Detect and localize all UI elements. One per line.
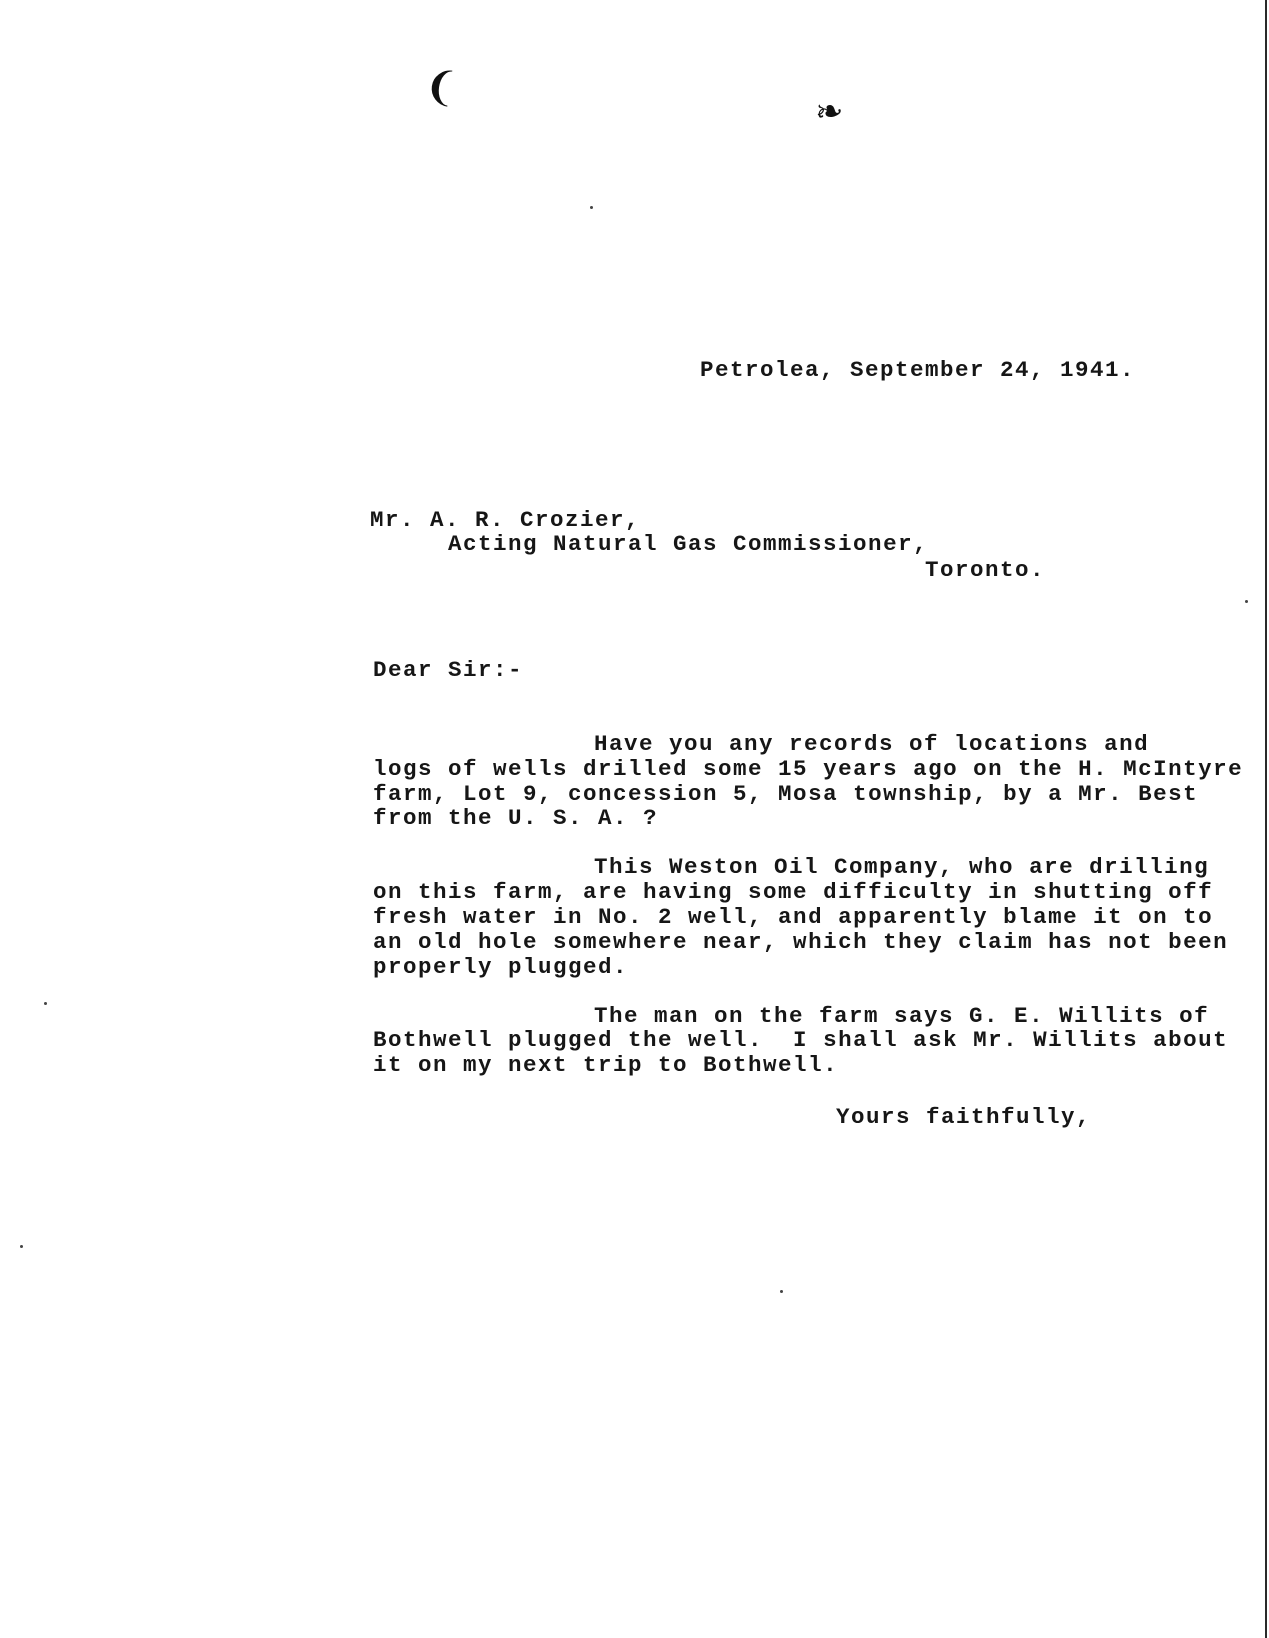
- paragraph-3-line-2: Bothwell plugged the well. I shall ask Mr. Willits about: [373, 1027, 1229, 1053]
- paragraph-2-line-2: on this farm, are having some difficulty in shutting off: [373, 879, 1214, 905]
- salutation: Dear Sir:-: [373, 657, 524, 683]
- recipient-name: Mr. A. R. Crozier,: [370, 507, 641, 533]
- paragraph-2-line-4: an old hole somewhere near, which they claim has not been: [373, 929, 1229, 955]
- paper-speck: [590, 206, 593, 209]
- closing: Yours faithfully,: [836, 1104, 1092, 1130]
- paragraph-2-line-1: This Weston Oil Company, who are drilling: [594, 854, 1210, 880]
- paragraph-1-line-2: logs of wells drilled some 15 years ago on the H. McIntyre: [373, 756, 1244, 782]
- dateline: Petrolea, September 24, 1941.: [700, 357, 1136, 383]
- paragraph-2-line-3: fresh water in No. 2 well, and apparently blame it on to: [373, 904, 1214, 930]
- paragraph-1-line-4: from the U. S. A. ?: [373, 805, 659, 831]
- paragraph-3-line-3: it on my next trip to Bothwell.: [373, 1052, 839, 1078]
- ink-mark-top-left: ❨: [420, 61, 461, 113]
- paper-speck: [1245, 600, 1248, 603]
- paragraph-1-line-3: farm, Lot 9, concession 5, Mosa township, by a Mr. Best: [373, 781, 1199, 807]
- paper-speck: [780, 1290, 783, 1293]
- ink-mark-top-center: ❧: [812, 90, 846, 134]
- paragraph-1-line-1: Have you any records of locations and: [594, 731, 1150, 757]
- paper-speck: [20, 1245, 23, 1248]
- recipient-title: Acting Natural Gas Commissioner,: [448, 531, 929, 557]
- recipient-city: Toronto.: [925, 557, 1046, 583]
- page-edge-shadow: [1265, 0, 1267, 1638]
- paper-speck: [44, 1002, 47, 1005]
- paragraph-2-line-5: properly plugged.: [373, 954, 629, 980]
- paragraph-3-line-1: The man on the farm says G. E. Willits of: [594, 1003, 1210, 1029]
